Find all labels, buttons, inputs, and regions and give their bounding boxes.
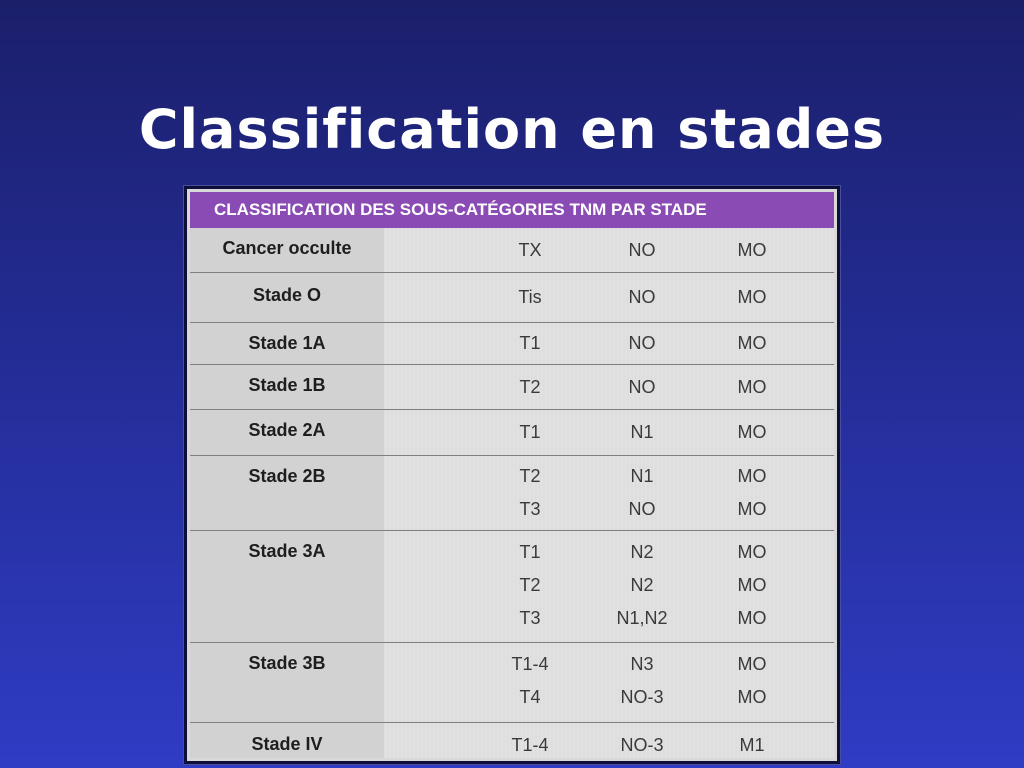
n-cell: NO	[628, 377, 656, 397]
tnm-line	[190, 729, 834, 762]
tnm-line	[190, 569, 834, 602]
t-cell: T4	[519, 687, 541, 707]
stage-label: Stade O	[252, 285, 322, 305]
table-body	[190, 228, 834, 758]
m-cell: MO	[737, 466, 767, 486]
n-cell: N2	[630, 575, 654, 595]
stage-label: Stade IV	[251, 734, 323, 754]
stage-label: Stade 1B	[248, 375, 326, 395]
stage-label: Stade 2B	[248, 466, 326, 486]
table-row	[190, 410, 834, 456]
tnm-line	[190, 648, 834, 681]
m-cell: MO	[737, 542, 767, 562]
t-cell: Tis	[518, 287, 542, 307]
stage-label: Cancer occulte	[222, 238, 352, 258]
table-row	[190, 228, 834, 273]
stage-label: Stade 1A	[248, 333, 326, 353]
n-cell: N2	[630, 542, 654, 562]
m-cell: MO	[737, 287, 767, 307]
t-cell: TX	[518, 240, 542, 260]
table-row	[190, 531, 834, 643]
table-row	[190, 456, 834, 531]
t-cell: T1-4	[511, 735, 549, 755]
n-cell: NO	[628, 333, 656, 353]
tnm-line	[190, 371, 834, 404]
tnm-line	[190, 460, 834, 493]
n-cell: NO	[628, 240, 656, 260]
t-cell: T3	[519, 499, 541, 519]
stage-label: Stade 3A	[248, 541, 326, 561]
t-cell: T3	[519, 608, 541, 628]
n-cell: N1,N2	[616, 608, 668, 628]
n-cell: NO	[628, 287, 656, 307]
tnm-line	[190, 281, 834, 314]
table-row	[190, 323, 834, 365]
tnm-line	[190, 493, 834, 526]
m-cell: MO	[737, 333, 767, 353]
m-cell: MO	[737, 575, 767, 595]
tnm-line	[190, 234, 834, 267]
tnm-stage-table	[184, 186, 840, 764]
m-cell: M1	[739, 735, 765, 755]
m-cell: MO	[737, 499, 767, 519]
t-cell: T2	[519, 575, 541, 595]
t-cell: T1	[519, 333, 541, 353]
t-cell: T2	[519, 466, 541, 486]
m-cell: MO	[737, 608, 767, 628]
t-cell: T1	[519, 542, 541, 562]
n-cell: N1	[630, 466, 654, 486]
table-row	[190, 723, 834, 763]
tnm-line	[190, 536, 834, 569]
stage-label: Stade 2A	[248, 420, 326, 440]
tnm-line	[190, 327, 834, 360]
slide-title: Classification en stades	[138, 98, 886, 161]
n-cell: NO-3	[620, 735, 664, 755]
tnm-line	[190, 416, 834, 449]
table-header: CLASSIFICATION DES SOUS-CATÉGORIES TNM PAR STADE	[190, 192, 834, 228]
t-cell: T2	[519, 377, 541, 397]
n-cell: N1	[630, 422, 654, 442]
t-cell: T1	[519, 422, 541, 442]
n-cell: NO	[628, 499, 656, 519]
m-cell: MO	[737, 654, 767, 674]
m-cell: MO	[737, 422, 767, 442]
n-cell: N3	[630, 654, 654, 674]
tnm-line	[190, 681, 834, 714]
stage-label: Stade 3B	[248, 653, 326, 673]
table-row	[190, 273, 834, 323]
table-row	[190, 365, 834, 410]
m-cell: MO	[737, 377, 767, 397]
m-cell: MO	[737, 687, 767, 707]
m-cell: MO	[737, 240, 767, 260]
n-cell: NO-3	[620, 687, 664, 707]
tnm-line	[190, 602, 834, 635]
table-row	[190, 643, 834, 723]
t-cell: T1-4	[511, 654, 549, 674]
